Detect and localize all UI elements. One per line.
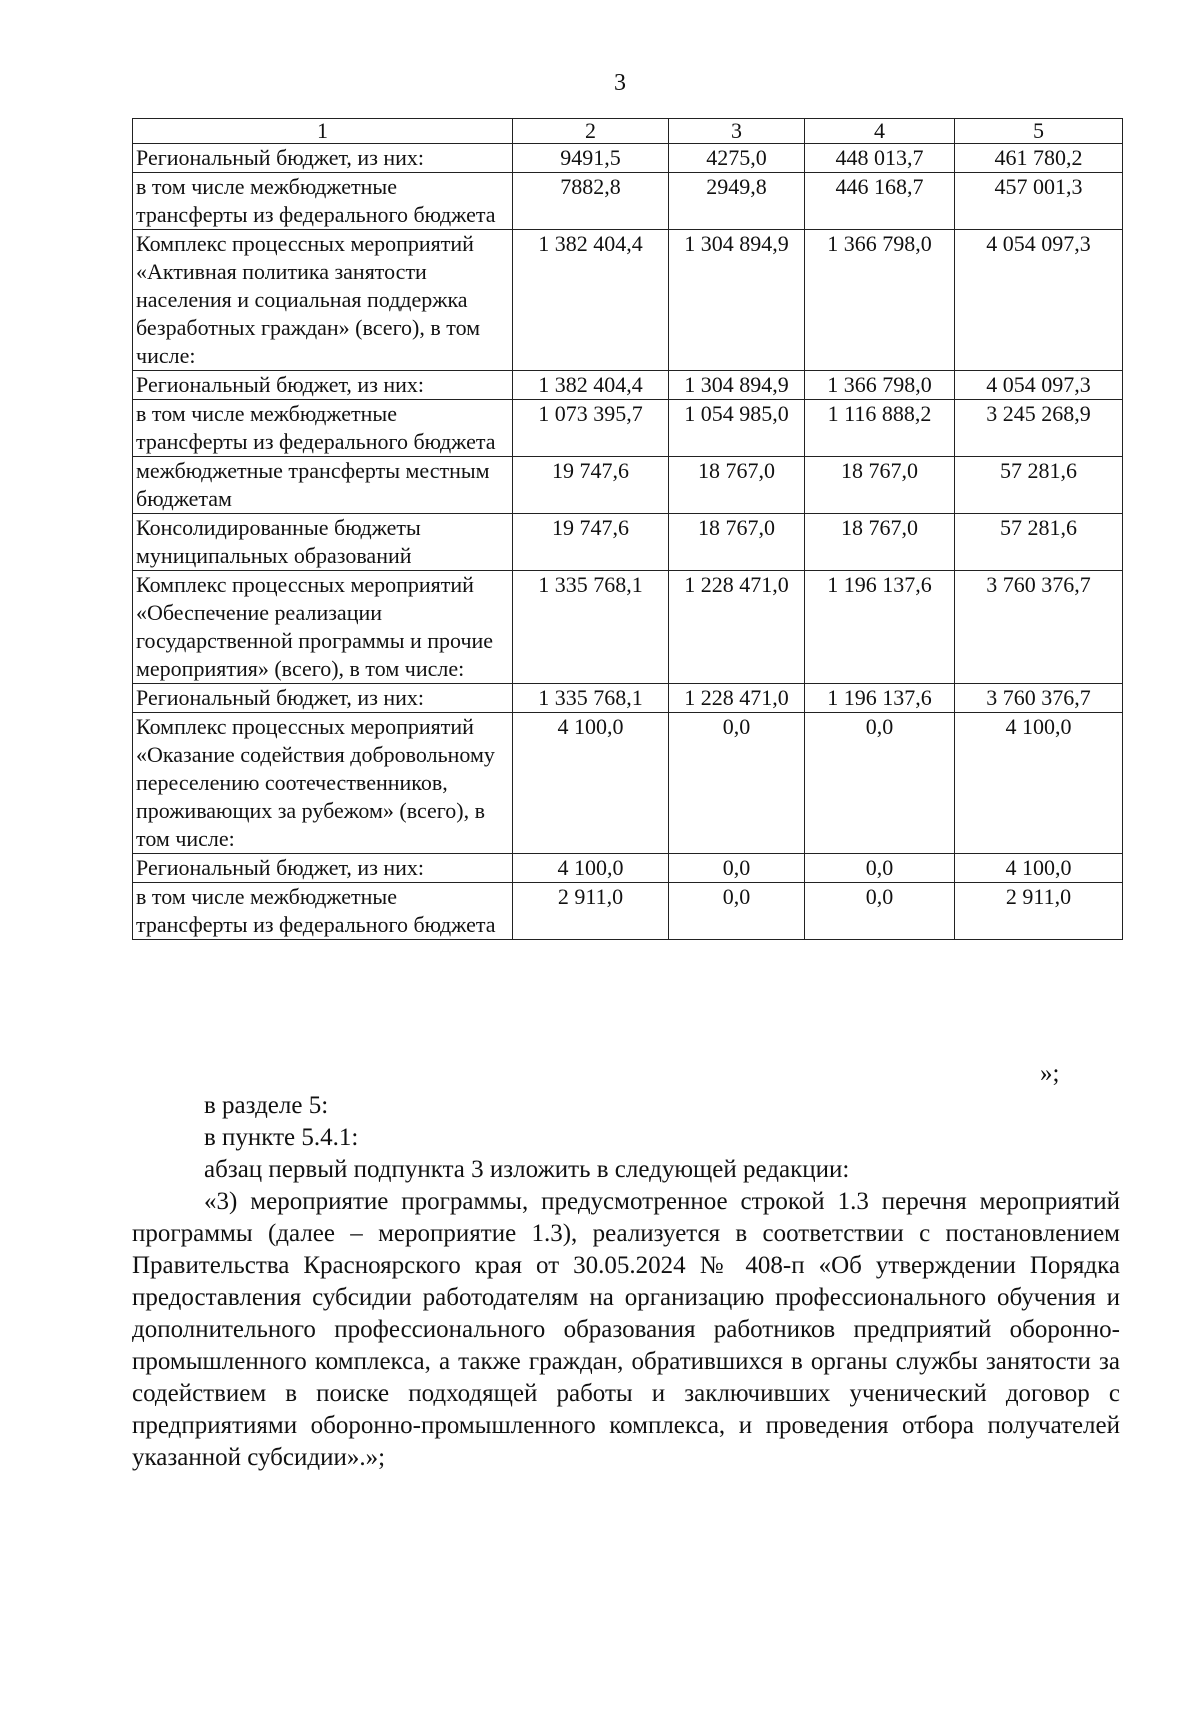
cell-col-2: 4 100,0 bbox=[513, 713, 669, 854]
cell-col-5: 3 245 268,9 bbox=[955, 400, 1123, 457]
row-label: Региональный бюджет, из них: bbox=[133, 144, 513, 173]
cell-col-4: 1 116 888,2 bbox=[805, 400, 955, 457]
cell-col-4: 1 366 798,0 bbox=[805, 230, 955, 371]
row-label: Региональный бюджет, из них: bbox=[133, 684, 513, 713]
cell-col-2: 19 747,6 bbox=[513, 514, 669, 571]
cell-col-3: 2949,8 bbox=[669, 173, 805, 230]
cell-col-2: 9491,5 bbox=[513, 144, 669, 173]
cell-col-4: 1 366 798,0 bbox=[805, 371, 955, 400]
row-label: Региональный бюджет, из них: bbox=[133, 371, 513, 400]
row-label: в том числе межбюджетные трансферты из федерального бюджета bbox=[133, 173, 513, 230]
clause-reference: в пункте 5.4.1: bbox=[204, 1124, 359, 1151]
budget-table bbox=[132, 118, 1123, 940]
cell-col-5: 4 054 097,3 bbox=[955, 230, 1123, 371]
cell-col-5: 457 001,3 bbox=[955, 173, 1123, 230]
cell-col-3: 18 767,0 bbox=[669, 514, 805, 571]
column-header: 2 bbox=[513, 119, 669, 144]
row-label: Консолидированные бюджеты муниципальных образований bbox=[133, 514, 513, 571]
cell-col-5: 4 100,0 bbox=[955, 713, 1123, 854]
cell-col-4: 0,0 bbox=[805, 713, 955, 854]
page-number: 3 bbox=[614, 70, 626, 96]
cell-col-5: 4 054 097,3 bbox=[955, 371, 1123, 400]
cell-col-5: 3 760 376,7 bbox=[955, 684, 1123, 713]
row-label: межбюджетные трансферты местным бюджетам bbox=[133, 457, 513, 514]
cell-col-3: 1 228 471,0 bbox=[669, 571, 805, 684]
cell-col-3: 18 767,0 bbox=[669, 457, 805, 514]
table-row bbox=[133, 684, 1123, 713]
cell-col-3: 4275,0 bbox=[669, 144, 805, 173]
cell-col-4: 1 196 137,6 bbox=[805, 684, 955, 713]
instruction-line: абзац первый подпункта 3 изложить в следующей редакции: bbox=[204, 1156, 850, 1183]
table-row bbox=[133, 854, 1123, 883]
cell-col-2: 1 073 395,7 bbox=[513, 400, 669, 457]
amendment-text bbox=[132, 1090, 1120, 1474]
cell-col-5: 3 760 376,7 bbox=[955, 571, 1123, 684]
row-label: Региональный бюджет, из них: bbox=[133, 854, 513, 883]
cell-col-3: 1 304 894,9 bbox=[669, 230, 805, 371]
row-label: Комплекс процессных мероприятий «Обеспечение реализации государственной программы и прочие мероприятия» (всего), в том числе: bbox=[133, 571, 513, 684]
cell-col-2: 4 100,0 bbox=[513, 854, 669, 883]
row-label: в том числе межбюджетные трансферты из федерального бюджета bbox=[133, 883, 513, 940]
table-header-row bbox=[133, 119, 1123, 144]
cell-col-4: 0,0 bbox=[805, 883, 955, 940]
cell-col-4: 18 767,0 bbox=[805, 514, 955, 571]
cell-col-5: 4 100,0 bbox=[955, 854, 1123, 883]
section-reference: в разделе 5: bbox=[204, 1092, 329, 1119]
table-row bbox=[133, 173, 1123, 230]
cell-col-5: 461 780,2 bbox=[955, 144, 1123, 173]
closing-quote: »; bbox=[1040, 1060, 1060, 1087]
row-label: Комплекс процессных мероприятий «Активная политика занятости населения и социальная поддержка безработных граждан» (всего), в том числе: bbox=[133, 230, 513, 371]
table-row bbox=[133, 144, 1123, 173]
cell-col-5: 57 281,6 bbox=[955, 457, 1123, 514]
cell-col-3: 0,0 bbox=[669, 883, 805, 940]
table-row bbox=[133, 400, 1123, 457]
row-label: Комплекс процессных мероприятий «Оказание содействия добровольному переселению соотечественников, проживающих за рубежом» (всего), в том числе: bbox=[133, 713, 513, 854]
cell-col-5: 2 911,0 bbox=[955, 883, 1123, 940]
cell-col-3: 1 054 985,0 bbox=[669, 400, 805, 457]
column-header: 4 bbox=[805, 119, 955, 144]
table-row bbox=[133, 457, 1123, 514]
table-row bbox=[133, 230, 1123, 371]
column-header: 3 bbox=[669, 119, 805, 144]
cell-col-4: 446 168,7 bbox=[805, 173, 955, 230]
cell-col-4: 0,0 bbox=[805, 854, 955, 883]
table-row bbox=[133, 571, 1123, 684]
cell-col-3: 1 304 894,9 bbox=[669, 371, 805, 400]
cell-col-2: 1 335 768,1 bbox=[513, 684, 669, 713]
cell-col-2: 1 382 404,4 bbox=[513, 230, 669, 371]
cell-col-2: 2 911,0 bbox=[513, 883, 669, 940]
cell-col-3: 0,0 bbox=[669, 713, 805, 854]
cell-col-3: 0,0 bbox=[669, 854, 805, 883]
cell-col-5: 57 281,6 bbox=[955, 514, 1123, 571]
table-row bbox=[133, 514, 1123, 571]
cell-col-2: 19 747,6 bbox=[513, 457, 669, 514]
cell-col-3: 1 228 471,0 bbox=[669, 684, 805, 713]
cell-col-2: 1 335 768,1 bbox=[513, 571, 669, 684]
cell-col-4: 448 013,7 bbox=[805, 144, 955, 173]
row-label: в том числе межбюджетные трансферты из федерального бюджета bbox=[133, 400, 513, 457]
column-header: 1 bbox=[133, 119, 513, 144]
table-row bbox=[133, 883, 1123, 940]
cell-col-4: 18 767,0 bbox=[805, 457, 955, 514]
column-header: 5 bbox=[955, 119, 1123, 144]
cell-col-2: 7882,8 bbox=[513, 173, 669, 230]
cell-col-4: 1 196 137,6 bbox=[805, 571, 955, 684]
cell-col-2: 1 382 404,4 bbox=[513, 371, 669, 400]
table-row bbox=[133, 371, 1123, 400]
table-row bbox=[133, 713, 1123, 854]
amendment-paragraph: «3) мероприятие программы, предусмотренное строкой 1.3 перечня мероприятий программы (далее – мероприятие 1.3), реализуется в соответствии с постановлением Правительства Красноярского края от 30.05.2024 № 408-п «Об утверждении Порядка предоставления субсидии работодателям на организацию профессионального обучения и дополнительного профессионального образования работников предприятий оборонно-промышленного комплекса, а также граждан, обратившихся в органы службы занятости за содействием в поиске подходящей работы и заключивших ученический договор с предприятиями оборонно-промышленного комплекса, и проведения отбора получателей указанной субсидии».»; bbox=[132, 1188, 1120, 1471]
